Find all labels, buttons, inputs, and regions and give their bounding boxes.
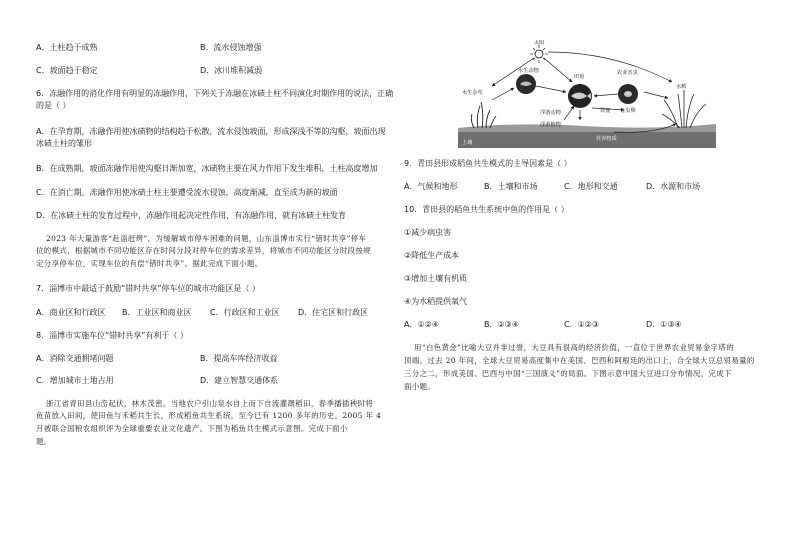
q9-option-c: C．地形和交通 xyxy=(564,182,618,191)
q5-option-d: D．冰川堆积减弱 xyxy=(200,66,263,75)
passage-1-line-3: 定分享停车位，实现车位的有偿“错时共享”。据此完成下面小题。 xyxy=(36,259,263,268)
q6-stem-line-2: 的是（ ） xyxy=(36,101,71,110)
q10-item-2: ②降低生产成本 xyxy=(404,251,460,260)
q7-option-a: A．商业区和行政区 xyxy=(36,308,106,317)
q8-option-b: B．提高车库经济收益 xyxy=(200,354,278,363)
aquatic-animals-label: 水生动物 xyxy=(518,68,539,74)
q7-stem: 7．淄博市中最适于鼓励“错时共享”停车位的城市功能区是（ ） xyxy=(36,284,260,293)
pest-icon xyxy=(624,91,632,97)
q6-option-d: D．在冰碛土柱的发育过程中，冻融作用起决定性作用，有冻融作用，就有冰碛土柱发育 xyxy=(36,211,347,220)
passage-3-line-1: 用“白色黄金”比喻大豆并非过誉，大豆具有很高的经济价值，一直位于世界农业贸易金字塔的 xyxy=(414,343,734,352)
q10-option-b: B．②③④ xyxy=(484,320,520,329)
rice-label: 水稻 xyxy=(676,84,687,90)
passage-3-line-4: 面小题。 xyxy=(404,382,436,391)
q7-option-b: B．工业区和商业区 xyxy=(122,308,192,317)
pest-eggs-label: 害虫卵 xyxy=(620,108,636,114)
fish-label: 田鱼 xyxy=(574,74,585,80)
q7-option-c: C．行政区和工业区 xyxy=(210,308,280,317)
zooplankton-label: 浮游动物 xyxy=(540,110,561,116)
q8-option-a: A．消除交通拥堵问题 xyxy=(36,354,114,363)
passage-1-line-1: 2023 年大量游客“赴淄赶烤”，为缓解城市停车困难的问题，山东淄博市实行“错时共享”停车 xyxy=(46,234,367,243)
q10-item-1: ①减少病虫害 xyxy=(404,228,452,237)
q10-option-a: A．①②④ xyxy=(404,320,439,329)
passage-2-line-4: 题。 xyxy=(36,437,52,446)
q6-option-a-line-2: 冰碛土柱的雏形 xyxy=(36,139,92,148)
q10-item-3: ③增加土壤有机质 xyxy=(404,274,468,283)
sun-icon xyxy=(530,45,548,63)
q10-option-c: C．①②③ xyxy=(564,320,600,329)
soil-label: 土壤 xyxy=(462,140,473,146)
q8-stem: 8．淄博市实施车位“错时共享”有利于（ ） xyxy=(36,331,188,340)
q6-option-c: C．在消亡期，冻融作用使冰碛土柱主要遭受流水侵蚀，高度渐减，直至成为新的坡面 xyxy=(36,188,338,197)
q5-option-c: C．坡面趋于稳定 xyxy=(36,66,98,75)
aquatic-weeds-icon xyxy=(471,102,496,128)
q6-option-b: B．在成熟期，坡面冻融作用使沟壑日渐加宽，冰碛物主要在风力作用下发生堆积，土柱高度增加 xyxy=(36,164,378,173)
sun-label: 太阳 xyxy=(534,40,545,46)
q8-option-d: D．建立智慧交通体系 xyxy=(200,376,279,385)
q9-stem: 9．青田县形成稻鱼共生模式的主导因素是（ ） xyxy=(404,159,572,168)
pests-label: 农业害虫 xyxy=(617,70,638,76)
q6-stem-line-1: 6．冻融作用的消化作用有明显的冻融作用，下列关于冻融在冰碛土柱不同演化时期作用的说法，正确 xyxy=(36,89,394,98)
phytoplankton-label: 浮游植物 xyxy=(540,122,561,128)
q10-stem: 10．青田县的稻鱼共生系统中鱼的作用是（ ） xyxy=(404,205,569,214)
passage-2-line-1: 浙江省青田县山峦起伏，林木茂密。当地农户引山泉水自上而下自流灌溉稻田，春季播插秧时将 xyxy=(46,399,374,408)
passage-2-line-2: 鱼苗放入田间，使田鱼与禾稻共生长，形成稻鱼共生系统，至今已有 1200 多年的历史。2005 年 4 xyxy=(36,411,382,420)
rice-fish-diagram xyxy=(454,40,720,152)
aquatic-weeds-label: 水生杂草 xyxy=(462,90,483,96)
q9-option-b: B．土壤和市场 xyxy=(484,182,538,191)
q5-option-b: B．流水侵蚀增强 xyxy=(200,43,262,52)
q9-option-d: D．水源和市场 xyxy=(646,182,701,191)
passage-1-line-2: 位的模式，根据城市不同功能区存在时间分段对停车位的需求差异，将城市不同功能区分时段按规 xyxy=(36,246,372,255)
q5-option-a: A．土柱趋于成熟 xyxy=(36,43,98,52)
q10-item-4: ④为水稻提供氧气 xyxy=(404,297,468,306)
q7-option-d: D．住宅区和行政区 xyxy=(298,308,369,317)
dung-label: 粪便 xyxy=(600,108,611,114)
passage-2-line-3: 月被联合国粮农组织评为全球重要农业文化遗产。下图为稻鱼共生模式示意图。完成下面小 xyxy=(36,424,348,433)
q6-option-a-line-1: A．在孕育期，冻融作用使冰碛物的结构趋于松散，流水侵蚀坡面，形成深浅不等的沟壑，坡面出现 xyxy=(36,127,386,136)
q9-option-a: A．气候和地形 xyxy=(404,182,458,191)
q8-option-c: C．增加城市土地占用 xyxy=(36,376,114,385)
rice-plant-icon xyxy=(662,90,706,128)
nutrients-label: 营养物质 xyxy=(596,136,617,142)
q10-option-d: D．①③④ xyxy=(646,320,682,329)
passage-3-line-2: 顶端。过去 20 年间，全球大豆贸易高度集中在美国、巴西和阿根廷的出口上，合全球大豆总贸易量的 xyxy=(404,356,755,365)
passage-3-line-3: 三分之二，形成美国、巴西与中国“三国演义”的局面。下图示意中国大豆进口分布情况。完成下 xyxy=(404,369,732,378)
